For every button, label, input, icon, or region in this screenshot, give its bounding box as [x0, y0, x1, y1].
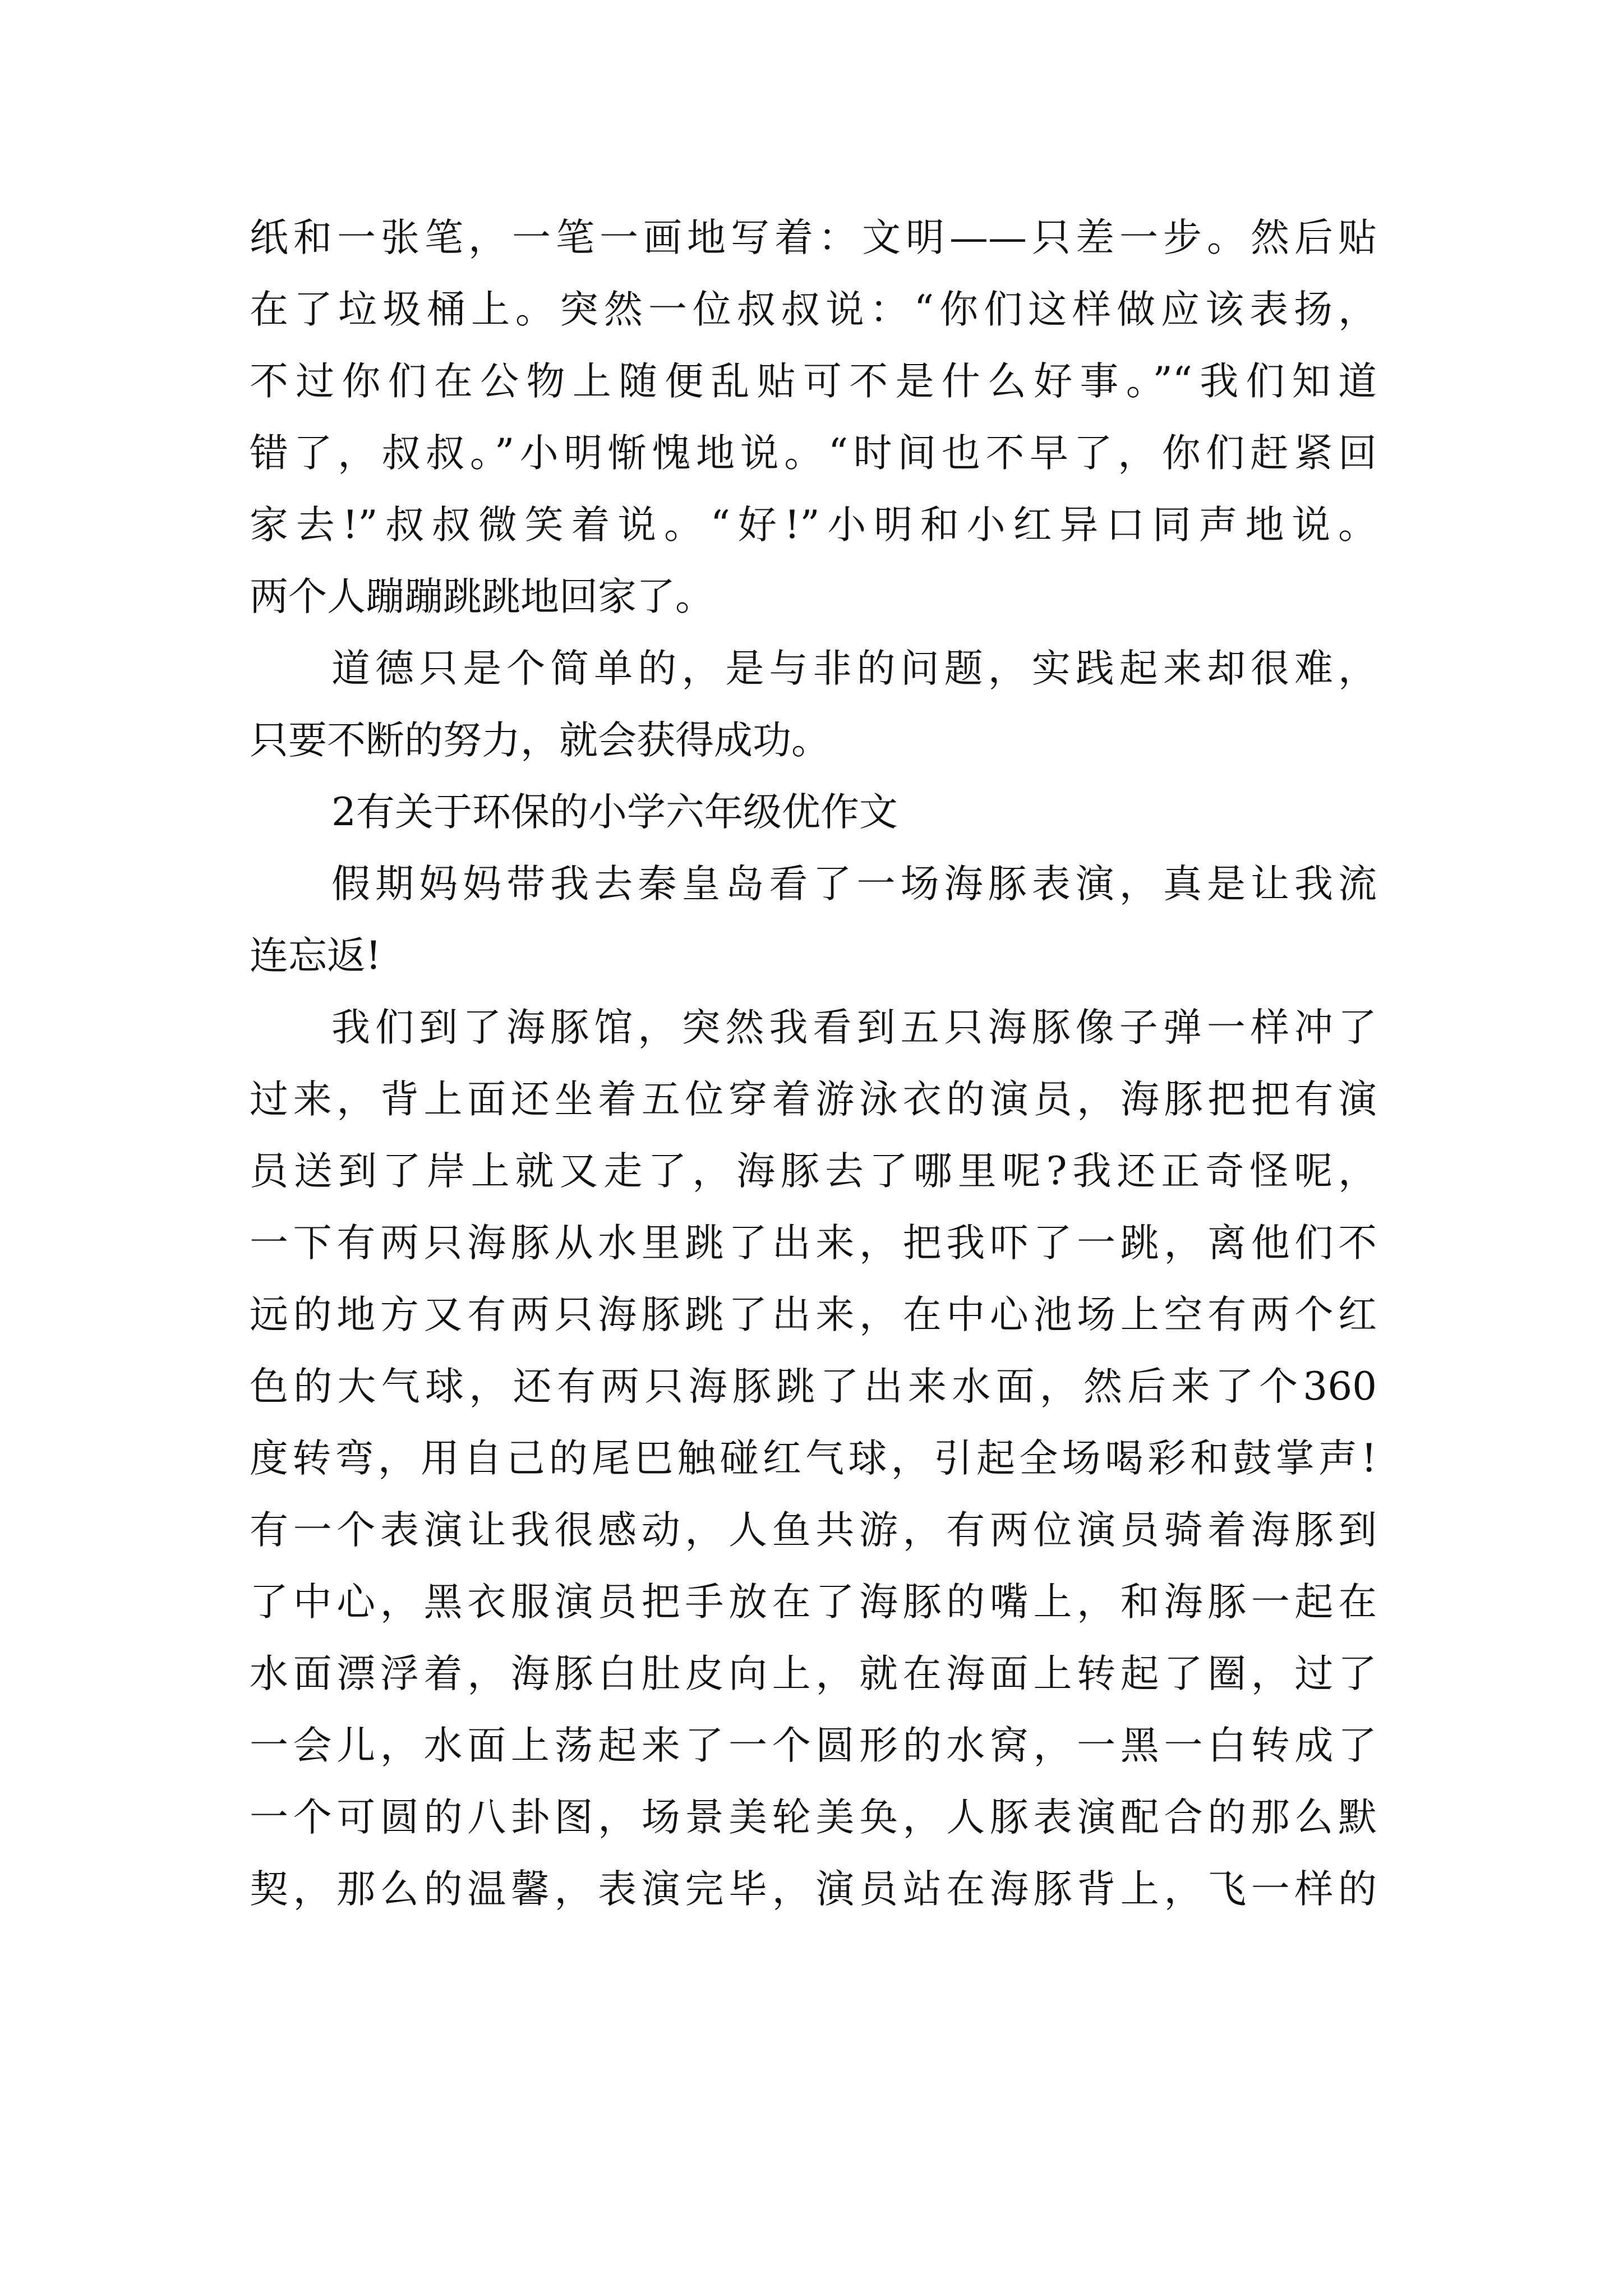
text-line: 在了垃圾桶上。突然一位叔叔说：“你们这样做应该表扬，	[250, 287, 1377, 332]
text-line: 错了，叔叔。”小明惭愧地说。“时间也不早了，你们赶紧回	[250, 431, 1377, 476]
text-line: 契，那么的温馨，表演完毕，演员站在海豚背上，飞一样的	[250, 1867, 1377, 1912]
text-line: 连忘返!	[250, 933, 381, 978]
text-line: 两个人蹦蹦跳跳地回家了。	[250, 574, 714, 619]
text-line: 色的大气球，还有两只海豚跳了出来水面，然后来了个360	[250, 1364, 1377, 1409]
text-line: 一个可圆的八卦图，场景美轮美奂，人豚表演配合的那么默	[250, 1795, 1377, 1840]
text-line: 水面漂浮着，海豚白肚皮向上，就在海面上转起了圈，过了	[250, 1651, 1377, 1696]
text-line: 员送到了岸上就又走了，海豚去了哪里呢?我还正奇怪呢，	[250, 1149, 1377, 1194]
text-line: 假期妈妈带我去秦皇岛看了一场海豚表演，真是让我流	[331, 862, 1377, 907]
text-line: 我们到了海豚馆，突然我看到五只海豚像子弹一样冲了	[331, 1005, 1377, 1050]
text-line: 一下有两只海豚从水里跳了出来，把我吓了一跳，离他们不	[250, 1221, 1377, 1266]
text-line: 一会儿，水面上荡起来了一个圆形的水窝，一黑一白转成了	[250, 1723, 1377, 1768]
text-line: 度转弯，用自己的尾巴触碰红气球，引起全场喝彩和鼓掌声!	[250, 1436, 1377, 1481]
text-line: 远的地方又有两只海豚跳了出来，在中心池场上空有两个红	[250, 1292, 1377, 1337]
text-line: 只要不断的努力，就会获得成功。	[250, 718, 830, 763]
text-line: 家去!”叔叔微笑着说。“好!”小明和小红异口同声地说。	[250, 503, 1377, 547]
text-line: 道德只是个简单的，是与非的问题，实践起来却很难，	[331, 646, 1377, 691]
document-body	[250, 202, 1377, 1925]
text-line: 过来，背上面还坐着五位穿着游泳衣的演员，海豚把把有演	[250, 1077, 1377, 1122]
text-line: 纸和一张笔，一笔一画地写着：文明——只差一步。然后贴	[250, 215, 1377, 260]
text-line: 了中心，黑衣服演员把手放在了海豚的嘴上，和海豚一起在	[250, 1580, 1377, 1625]
text-line: 有一个表演让我很感动，人鱼共游，有两位演员骑着海豚到	[250, 1508, 1377, 1553]
text-line: 2有关于环保的小学六年级优作文	[331, 790, 898, 835]
text-line: 不过你们在公物上随便乱贴可不是什么好事。”“我们知道	[250, 359, 1377, 404]
